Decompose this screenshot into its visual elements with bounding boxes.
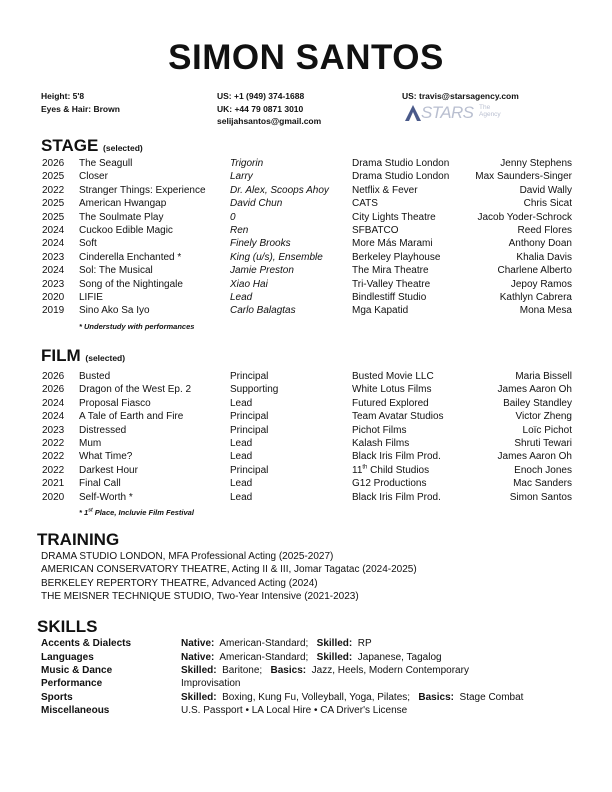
stage-credit-row [0,157,612,170]
credit-title: The Seagull [79,158,133,169]
credit-company: Busted Movie LLC [352,371,434,382]
credit-title: Darkest Hour [79,464,138,476]
skill-value: Skilled: Boxing, Kung Fu, Volleyball, Yoga, Pilates; Basics: Stage Combat [181,692,524,703]
credit-director: Maria Bissell [515,371,572,382]
eyes-hair: Eyes & Hair: Brown [41,103,120,114]
credit-title: What Time? [79,451,133,463]
training-item: DRAMA STUDIO LONDON, MFA Professional Acting (2025-2027) [41,551,334,562]
film-credit-row [0,397,612,410]
stage-credit-row [0,264,612,277]
credit-role: Lead [230,397,253,409]
training-item: AMERICAN CONSERVATORY THEATRE, Acting II & III, Jomar Tagatac (2024-2025) [41,564,417,576]
credit-role: Lead [230,292,253,303]
credit-director: Victor Zheng [515,411,572,423]
stage-credit-row [0,170,612,183]
credit-role: Principal [230,411,269,423]
credit-title: Mum [79,438,102,449]
skill-accents [0,637,612,650]
stage-credit-row [0,251,612,264]
credit-director: Reed Flores [517,225,572,236]
skill-label: Accents & Dialects [41,638,132,649]
film-credit-row [0,450,612,463]
credit-role: Finely Brooks [230,238,291,250]
agency-star-icon [405,105,421,121]
agency-logo-text: STARS [421,103,474,122]
credit-year: 2019 [42,305,65,317]
credit-year: 2025 [42,198,65,210]
credit-director: Jepoy Ramos [510,278,572,290]
credit-title: Distressed [79,424,127,436]
credit-company: G12 Productions [352,478,427,490]
credit-year: 2020 [42,491,65,503]
email-link[interactable]: selijahsantos@gmail.com [217,116,322,126]
credit-company: 11th Child Studios [352,464,430,476]
film-credit-row [0,477,612,490]
credit-year: 2022 [42,451,65,463]
stage-credit-row [0,197,612,210]
agent-email-link[interactable]: US: travis@starsagency.com [402,91,519,101]
credit-company: Berkeley Playhouse [352,251,441,263]
credit-year: 2020 [42,292,65,303]
credit-director: Enoch Jones [514,464,572,476]
credit-role: Lead [230,451,253,463]
credit-company: CATS [352,198,378,210]
credit-year: 2024 [42,265,65,277]
credit-role: Principal [230,464,269,476]
film-credit-row [0,464,612,477]
skill-sports [0,691,612,704]
stage-credit-row [0,211,612,224]
skills-heading: SKILLS [37,617,98,636]
film-credit-row [0,383,612,396]
film-credit-row [0,437,612,450]
credit-title: Proposal Fiasco [79,397,151,409]
credit-director: Max Saunders-Singer [475,171,572,183]
skill-value: Native: American-Standard; Skilled: Japanese, Tagalog [181,652,442,663]
credit-year: 2025 [42,211,65,223]
stage-credit-row [0,224,612,237]
credit-company: Drama Studio London [352,158,450,169]
credit-year: 2024 [42,397,65,409]
credit-year: 2021 [42,478,65,490]
credit-director: James Aaron Oh [497,451,572,463]
credit-title: Self-Worth * [79,491,133,503]
stage-credit-row [0,291,612,304]
film-heading: FILM (selected) [41,346,126,365]
credit-director: Anthony Doan [508,238,572,250]
film-credit-row [0,491,612,504]
credit-company: Mga Kapatid [352,305,409,317]
credit-title: Sino Ako Sa Iyo [79,305,150,317]
agency-logo-sub: The Agency [479,104,501,118]
film-credit-row [0,424,612,437]
credit-title: Cuckoo Edible Magic [79,225,173,236]
skill-value: U.S. Passport • LA Local Hire • CA Driver's License [181,705,408,716]
personal-contact [217,90,321,128]
credit-role: 0 [230,211,236,223]
credit-year: 2022 [42,438,65,449]
actor-name: SIMON SANTOS [168,38,444,77]
credit-director: Chris Sicat [523,198,572,210]
height: Height: 5'8 [41,91,85,101]
training-item: BERKELEY REPERTORY THEATRE, Advanced Acting (2024) [41,577,318,589]
credit-director: Mona Mesa [519,305,572,317]
credit-director: Bailey Standley [503,397,572,409]
credit-title: Cinderella Enchanted * [79,251,182,263]
credit-company: Futured Explored [352,397,429,409]
stage-credit-row [0,237,612,250]
skill-value: Skilled: Baritone; Basics: Jazz, Heels, Modern Contemporary [181,665,469,676]
training-heading: TRAINING [37,530,120,549]
stage-credit-row [0,184,612,197]
credit-year: 2023 [42,251,65,263]
credit-director: David Wally [519,184,572,196]
stage-footnote: * Understudy with performances [79,322,195,331]
credit-year: 2023 [42,424,65,436]
film-credit-row [0,370,612,383]
credit-director: Shruti Tewari [514,438,572,449]
credit-title: Stranger Things: Experience [79,184,206,196]
credit-title: The Soulmate Play [79,211,164,223]
skill-misc [0,704,612,717]
stage-heading: STAGE (selected) [41,136,143,155]
skill-label: Music & Dance [41,665,113,676]
credit-year: 2026 [42,384,65,396]
credit-title: Dragon of the West Ep. 2 [79,384,192,396]
credit-company: The Mira Theatre [352,265,429,277]
physical-stats [41,90,120,115]
credit-role: Dr. Alex, Scoops Ahoy [230,184,329,196]
credit-role: Trigorin [230,158,264,169]
credit-year: 2022 [42,184,65,196]
credit-year: 2024 [42,225,65,236]
credit-title: American Hwangap [79,198,167,210]
credit-title: Soft [79,238,97,250]
skill-value: Improvisation [181,678,241,689]
phone-us: US: +1 (949) 374-1688 [217,91,305,101]
credit-company: White Lotus Films [352,384,432,396]
credit-director: Jenny Stephens [500,158,572,169]
skill-music-dance [0,664,612,677]
credit-role: Xiao Hai [230,278,268,290]
skill-label: Performance [41,678,103,689]
credit-role: Larry [230,171,253,183]
skill-performance [0,677,612,690]
credit-director: Kathlyn Cabrera [499,292,572,303]
credit-title: Busted [79,371,111,382]
credit-director: Charlene Alberto [497,265,572,277]
film-footnote: * 1st Place, Incluvie Film Festival [79,507,194,517]
credit-role: Principal [230,371,269,382]
training-item: THE MEISNER TECHNIQUE STUDIO, Two-Year Intensive (2021-2023) [41,591,359,603]
agency-logo [405,104,525,124]
credit-title: LIFIE [79,292,103,303]
credit-role: Lead [230,438,253,449]
credit-company: Kalash Films [352,438,410,449]
credit-company: Black Iris Film Prod. [352,451,441,463]
credit-company: Netflix & Fever [352,184,418,196]
phone-uk: UK: +44 79 0871 3010 [217,103,304,114]
skill-label: Languages [41,652,94,663]
credit-year: 2023 [42,278,65,290]
credit-director: Jacob Yoder-Schrock [477,211,572,223]
credit-company: SFBATCO [352,225,399,236]
credit-director: Loïc Pichot [522,424,572,436]
credit-role: Principal [230,424,269,436]
skill-label: Sports [41,692,73,703]
credit-director: Simon Santos [509,491,572,503]
credit-role: David Chun [230,198,283,210]
credit-role: Lead [230,491,253,503]
credit-title: Closer [79,171,108,183]
credit-director: Khalia Davis [516,251,572,263]
credit-role: Carlo Balagtas [230,305,296,317]
credit-company: Tri-Valley Theatre [352,278,431,290]
credit-company: More Más Marami [352,238,433,250]
credit-title: A Tale of Earth and Fire [79,411,184,423]
credit-role: Jamie Preston [230,265,294,277]
credit-title: Final Call [79,478,121,490]
stage-credit-row [0,278,612,291]
skill-languages [0,651,612,664]
credit-year: 2025 [42,171,65,183]
credit-director: James Aaron Oh [497,384,572,396]
credit-role: Lead [230,478,253,490]
credit-company: City Lights Theatre [352,211,436,223]
credit-company: Pichot Films [352,424,407,436]
credit-year: 2024 [42,238,65,250]
credit-role: King (u/s), Ensemble [230,251,323,263]
credit-company: Bindlestiff Studio [352,292,427,303]
stage-credit-row [0,304,612,317]
skill-value: Native: American-Standard; Skilled: RP [181,638,372,649]
credit-title: Song of the Nightingale [79,278,183,290]
skill-label: Miscellaneous [41,705,110,716]
credit-title: Sol: The Musical [79,265,153,277]
credit-director: Mac Sanders [513,478,572,490]
credit-year: 2026 [42,158,65,169]
credit-company: Black Iris Film Prod. [352,491,441,503]
credit-year: 2022 [42,464,65,476]
credit-year: 2026 [42,371,65,382]
credit-role: Supporting [230,384,279,396]
credit-company: Drama Studio London [352,171,450,183]
film-credit-row [0,410,612,423]
training-list [41,550,417,604]
credit-company: Team Avatar Studios [352,411,444,423]
credit-role: Ren [230,225,249,236]
agent-contact [402,90,519,103]
credit-year: 2024 [42,411,65,423]
